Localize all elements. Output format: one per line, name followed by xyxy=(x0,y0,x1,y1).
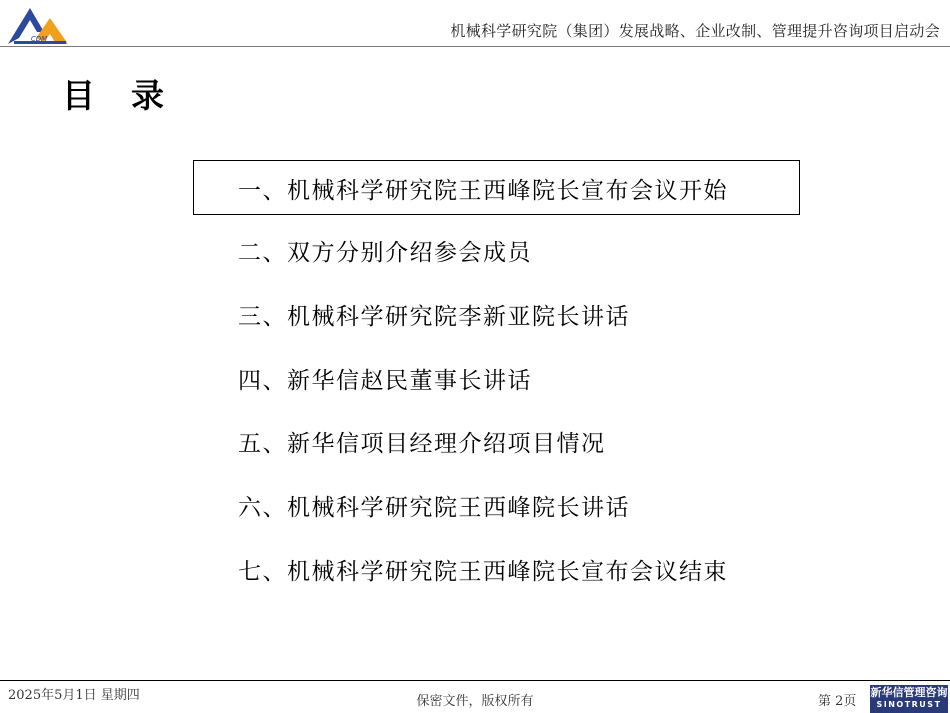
brand-cn-text: 新华信管理咨询 xyxy=(870,686,948,699)
page-number: 第 2页 xyxy=(818,694,857,709)
agenda-item-2: 二、双方分别介绍参会成员 xyxy=(238,240,532,266)
brand-en-text: SINOTRUST xyxy=(876,700,942,709)
agenda-item-3: 三、机械科学研究院李新亚院长讲话 xyxy=(238,304,630,330)
header-title: 机械科学研究院（集团）发展战略、企业改制、管理提升咨询项目启动会 xyxy=(450,22,940,40)
logo-text: CDM xyxy=(30,35,48,43)
footer-date: 2025年5月1日 星期四 xyxy=(8,688,140,703)
sinotrust-logo xyxy=(870,685,948,713)
agenda-item-1: 一、机械科学研究院王西峰院长宣布会议开始 xyxy=(238,178,728,204)
agenda-item-6: 六、机械科学研究院王西峰院长讲话 xyxy=(238,495,630,521)
agenda-item-5: 五、新华信项目经理介绍项目情况 xyxy=(238,431,606,457)
agenda-item-7: 七、机械科学研究院王西峰院长宣布会议结束 xyxy=(238,559,728,585)
footer-confidential: 保密文件，版权所有 xyxy=(416,694,534,709)
agenda-item-4: 四、新华信赵民董事长讲话 xyxy=(238,368,532,394)
footer-divider xyxy=(0,680,950,681)
page-title: 目录 xyxy=(62,76,200,115)
